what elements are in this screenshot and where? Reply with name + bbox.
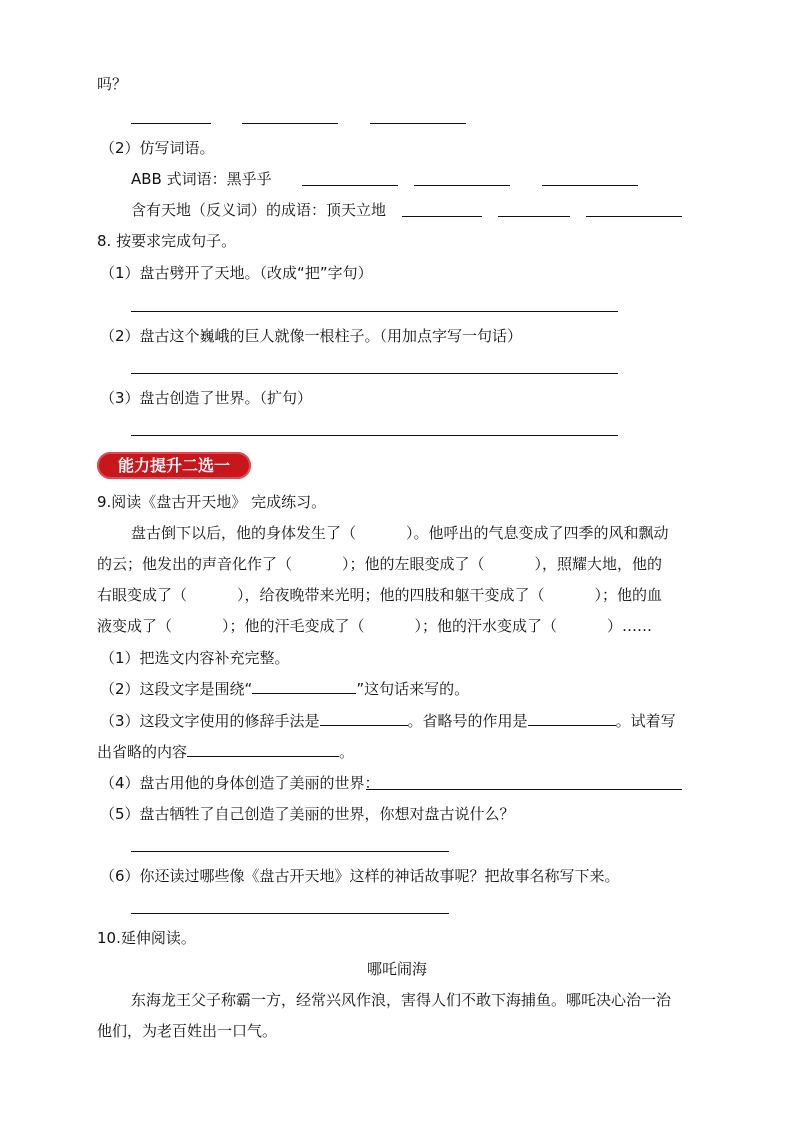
story-title: 哪吒闹海 bbox=[366, 960, 427, 978]
q7-2-label: （2）仿写词语。 bbox=[100, 139, 215, 157]
q9-sub-3-text: 。 bbox=[339, 743, 355, 761]
passage-text: 的云；他发出的声音化作了（ bbox=[97, 555, 293, 573]
q9-sub-5: （5）盘古牺牲了自己创造了美丽的世界，你想对盘古说什么？ bbox=[100, 805, 515, 823]
q9-sub-3-text: 。试着写 bbox=[615, 712, 676, 730]
answer-line[interactable] bbox=[131, 851, 449, 852]
q8-title: 8. 按要求完成句子。 bbox=[97, 232, 237, 250]
q9-sub-3-cont bbox=[97, 742, 354, 762]
answer-blank[interactable] bbox=[414, 185, 510, 186]
answer-blank[interactable] bbox=[252, 679, 356, 694]
passage-line-4 bbox=[97, 616, 652, 636]
passage-text: ）；他的左眼变成了（ bbox=[342, 555, 485, 573]
answer-line[interactable] bbox=[131, 435, 618, 436]
answer-blank[interactable] bbox=[242, 123, 338, 124]
answer-blank[interactable] bbox=[528, 711, 616, 726]
answer-line[interactable] bbox=[366, 789, 682, 790]
q7-2-abb-prompt: ABB 式词语：黑乎乎 bbox=[131, 170, 272, 188]
passage-text: ）…… bbox=[607, 617, 653, 635]
story-paragraph-line: 他们，为老百姓出一口气。 bbox=[97, 1022, 278, 1040]
q9-sub-4: （4）盘古用他的身体创造了美丽的世界： bbox=[100, 774, 380, 792]
answer-line[interactable] bbox=[131, 311, 618, 312]
section-badge: 能力提升二选一 bbox=[97, 452, 251, 479]
q8-item-2: （2）盘古这个巍峨的巨人就像一根柱子。（用加点字写一句话） bbox=[100, 327, 523, 345]
q8-item-1: （1）盘古劈开了天地。（改成“把”字句） bbox=[100, 264, 373, 282]
answer-blank[interactable] bbox=[370, 123, 466, 124]
passage-text: ）。他呼出的气息变成了四季的风和飘动 bbox=[406, 524, 669, 542]
answer-blank[interactable] bbox=[498, 216, 570, 217]
answer-blank[interactable] bbox=[586, 216, 682, 217]
passage-text: 右眼变成了（ bbox=[97, 586, 188, 604]
passage-text: ）；他的血 bbox=[594, 586, 663, 604]
q9-sub-1: （1）把选文内容补充完整。 bbox=[100, 649, 290, 667]
q9-sub-2 bbox=[100, 679, 469, 699]
passage-line-2 bbox=[97, 554, 662, 574]
passage-text: ）；他的汗毛变成了（ bbox=[222, 617, 365, 635]
q9-sub-6: （6）你还读过哪些像《盘古开天地》这样的神话故事呢？把故事名称写下来。 bbox=[100, 867, 620, 885]
answer-line[interactable] bbox=[131, 913, 449, 914]
q9-title: 9.阅读《盘古开天地》 完成练习。 bbox=[97, 493, 327, 511]
passage-text: 液变成了（ bbox=[97, 617, 173, 635]
passage-line-1 bbox=[131, 523, 669, 543]
continuation-text: 吗？ bbox=[97, 75, 128, 93]
q8-item-3: （3）盘古创造了世界。（扩句） bbox=[100, 389, 313, 407]
passage-text: ），给夜晚带来光明；他的四肢和躯干变成了（ bbox=[237, 586, 545, 604]
story-paragraph-line: 东海龙王父子称霸一方，经常兴风作浪，害得人们不敢下海捕鱼。哪吒决心治一治 bbox=[131, 991, 672, 1009]
answer-blank[interactable] bbox=[402, 216, 482, 217]
q9-sub-3-text: （3）这段文字使用的修辞手法是 bbox=[100, 712, 320, 730]
q9-sub-3-text: 。省略号的作用是 bbox=[407, 712, 528, 730]
passage-text: ），照耀大地，他的 bbox=[534, 555, 663, 573]
answer-blank[interactable] bbox=[131, 123, 211, 124]
answer-blank[interactable] bbox=[320, 711, 408, 726]
answer-line[interactable] bbox=[131, 373, 618, 374]
q9-sub-3 bbox=[100, 711, 676, 731]
q9-sub-2-text: （2）这段文字是围绕“ bbox=[100, 680, 253, 698]
q9-sub-2-text: ”这句话来写的。 bbox=[356, 680, 470, 698]
answer-blank[interactable] bbox=[542, 185, 638, 186]
q9-sub-3-text: 出省略的内容 bbox=[97, 743, 188, 761]
q7-2-idiom-prompt: 含有天地（反义词）的成语：顶天立地 bbox=[131, 201, 387, 219]
passage-line-3 bbox=[97, 585, 662, 605]
q10-title: 10.延伸阅读。 bbox=[97, 929, 196, 947]
passage-text: 盘古倒下以后，他的身体发生了（ bbox=[131, 524, 357, 542]
passage-text: ）；他的汗水变成了（ bbox=[414, 617, 558, 635]
answer-blank[interactable] bbox=[302, 185, 398, 186]
answer-blank[interactable] bbox=[187, 742, 339, 757]
